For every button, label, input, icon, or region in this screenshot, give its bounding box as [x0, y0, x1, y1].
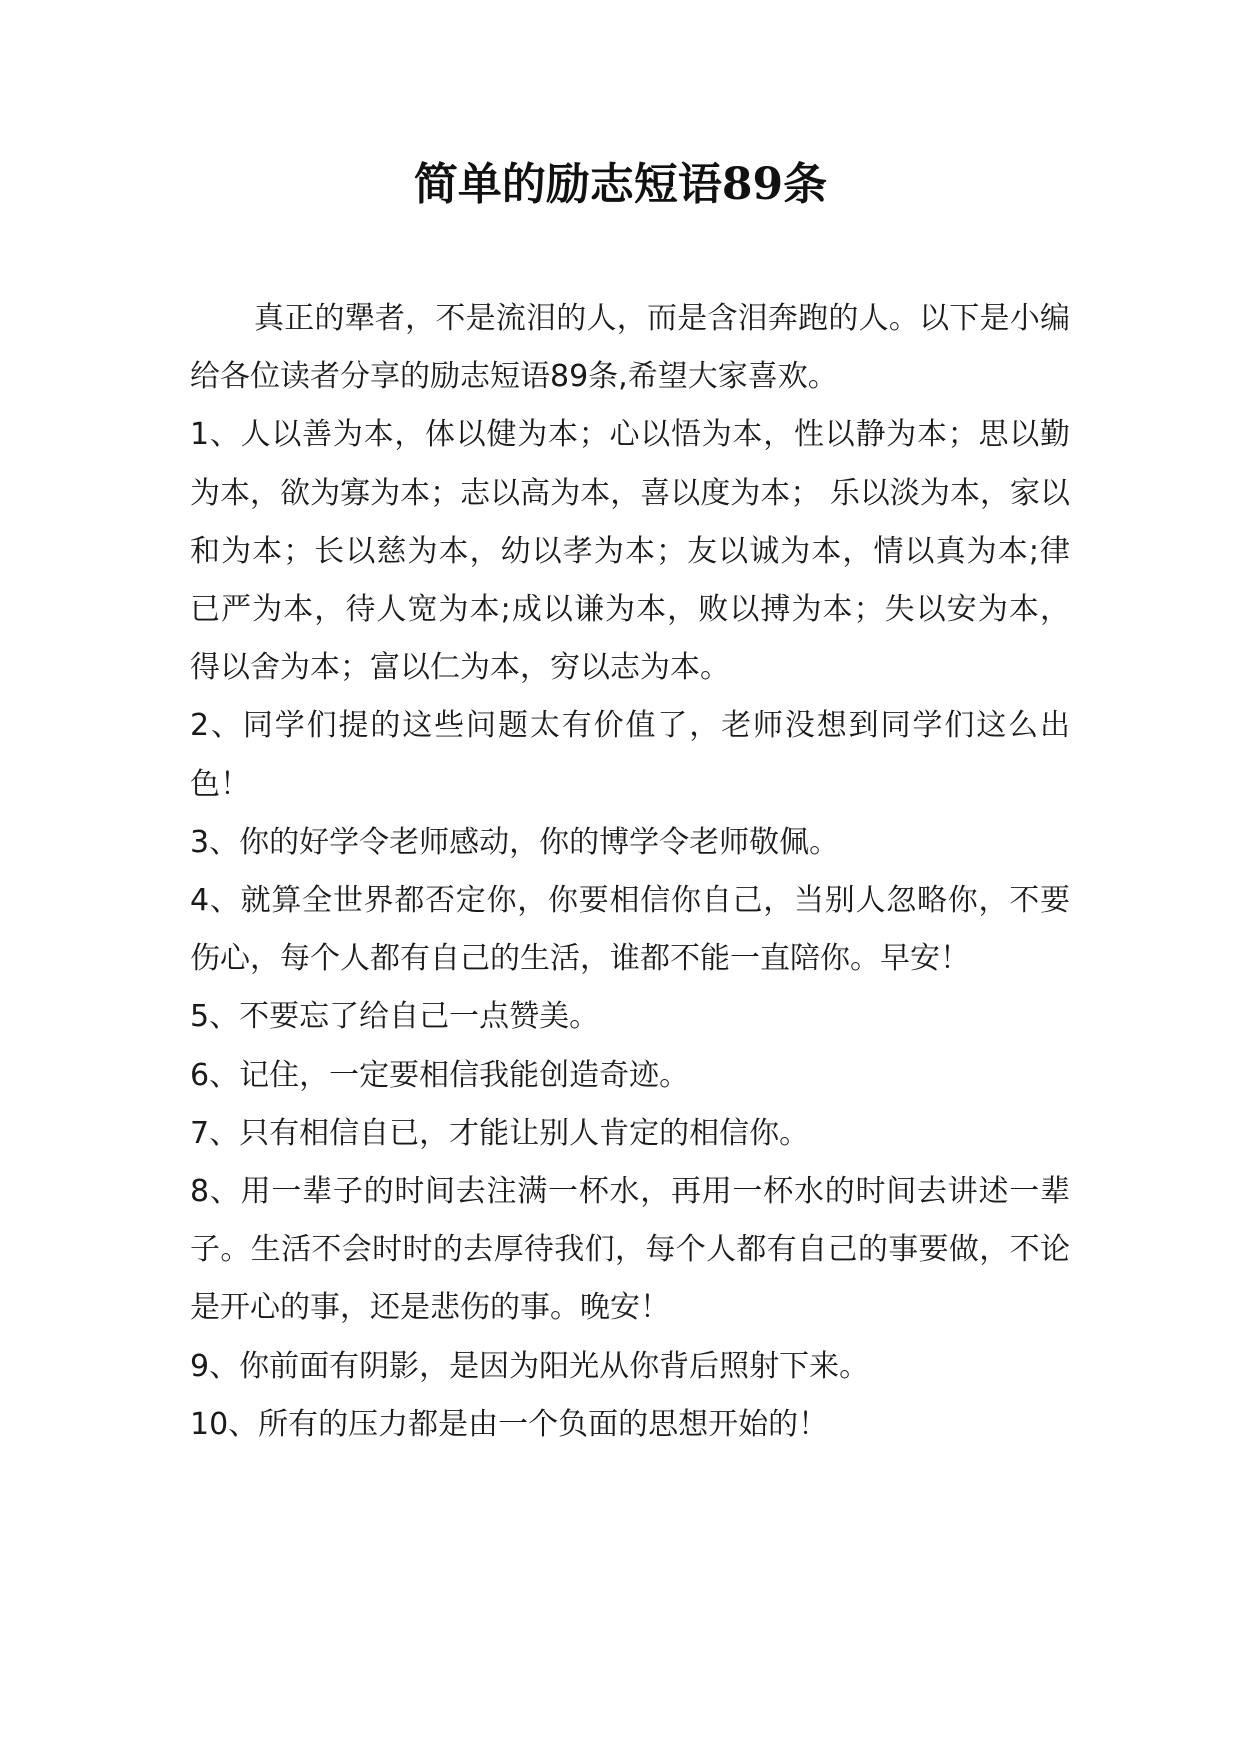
- list-item: 1、人以善为本，体以健为本；心以悟为本，性以静为本；思以勤为本，欲为寡为本；志以高为本，喜以度为本； 乐以淡为本，家以和为本；长以慈为本，幼以孝为本；友以诚为本，情以真为本;律已严为本，待人宽为本;成以谦为本，败以搏为本；失以安为本，得以舍为本；富以仁为本，穷以志为本。: [190, 417, 1070, 686]
- list-item: 3、你的好学令老师感动，你的博学令老师敬佩。: [190, 824, 840, 860]
- list-item: 2、同学们提的这些问题太有价值了，老师没想到同学们这么出色！: [190, 708, 1070, 802]
- list-item: 6、记住，一定要相信我能创造奇迹。: [190, 1057, 690, 1093]
- list-item: 10、所有的压力都是由一个负面的思想开始的！: [190, 1406, 829, 1442]
- document-body: [190, 290, 1070, 1454]
- document-title: 简单的励志短语89条: [413, 159, 828, 210]
- list-item: 4、就算全世界都否定你，你要相信你自己，当别人忽略你，不要伤心，每个人都有自己的生活，谁都不能一直陪你。早安！: [190, 883, 1070, 977]
- intro-paragraph: 真正的犟者，不是流泪的人，而是含泪奔跑的人。以下是小编给各位读者分享的励志短语89条,希望大家喜欢。: [190, 301, 1070, 395]
- list-item: 7、只有相信自已，才能让别人肯定的相信你。: [190, 1115, 810, 1151]
- list-item: 8、用一辈子的时间去注满一杯水，再用一杯水的时间去讲述一辈子。生活不会时时的去厚待我们，每个人都有自己的事要做，不论是开心的事，还是悲伤的事。晚安！: [190, 1174, 1070, 1326]
- list-item: 5、不要忘了给自己一点赞美。: [190, 999, 600, 1035]
- list-item: 9、你前面有阴影，是因为阳光从你背后照射下来。: [190, 1348, 870, 1384]
